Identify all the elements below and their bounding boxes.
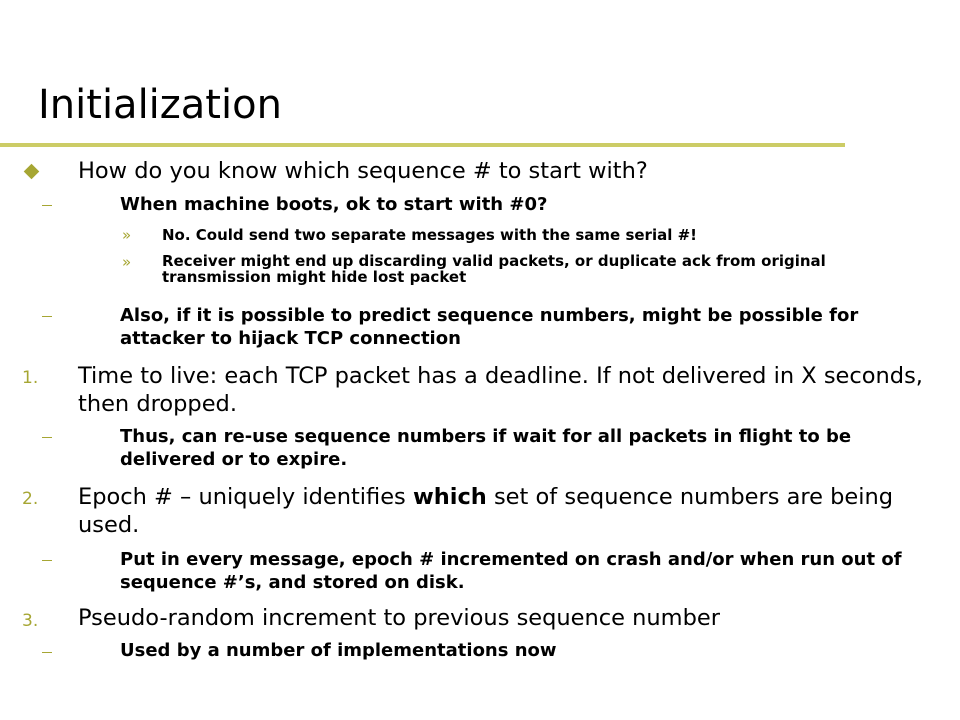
epoch-text-emphasis: which (412, 484, 487, 510)
dash-bullet-icon (42, 205, 52, 206)
numbered-item-ttl: Time to live: each TCP packet has a deadline. If not delivered in X seconds, then dropped. (78, 363, 923, 417)
bullet-sequence-start: How do you know which sequence # to start with? (78, 158, 648, 184)
title-underline (0, 143, 845, 147)
numbered-item-epoch (78, 483, 938, 539)
sub-bullet-reuse: Thus, can re-use sequence numbers if wait for all packets in flight to be delivered or to expire. (120, 426, 852, 470)
dash-bullet-icon (42, 316, 52, 317)
epoch-text-end: set of sequence numbers are being used. (78, 484, 894, 538)
dash-bullet-icon (42, 560, 52, 561)
number-marker-2: 2. (22, 489, 39, 509)
number-marker-1: 1. (22, 368, 39, 388)
chevron-bullet-icon: » (122, 253, 132, 271)
epoch-text-start: Epoch # – uniquely identifies (78, 484, 413, 510)
sub-sub-bullet-serial: No. Could send two separate messages with the same serial #! (162, 226, 697, 244)
number-marker-3: 3. (22, 611, 39, 631)
sub-bullet-epoch-message: Put in every message, epoch # incremented on crash and/or when run out of sequence #’s, and stored on disk. (120, 549, 902, 593)
chevron-bullet-icon: » (122, 226, 132, 244)
sub-bullet-boot: When machine boots, ok to start with #0? (120, 194, 548, 215)
dash-bullet-icon (42, 652, 52, 653)
diamond-bullet-icon (24, 164, 40, 180)
sub-bullet-predict: Also, if it is possible to predict sequence numbers, might be possible for attacker to hijack TCP connection (120, 305, 859, 349)
sub-sub-bullet-receiver: Receiver might end up discarding valid packets, or duplicate ack from original transmission might hide lost packet (162, 252, 826, 286)
sub-bullet-implementations: Used by a number of implementations now (120, 640, 557, 661)
dash-bullet-icon (42, 437, 52, 438)
numbered-item-pseudo-random: Pseudo-random increment to previous sequence number (78, 605, 720, 631)
slide-title: Initialization (38, 82, 282, 128)
